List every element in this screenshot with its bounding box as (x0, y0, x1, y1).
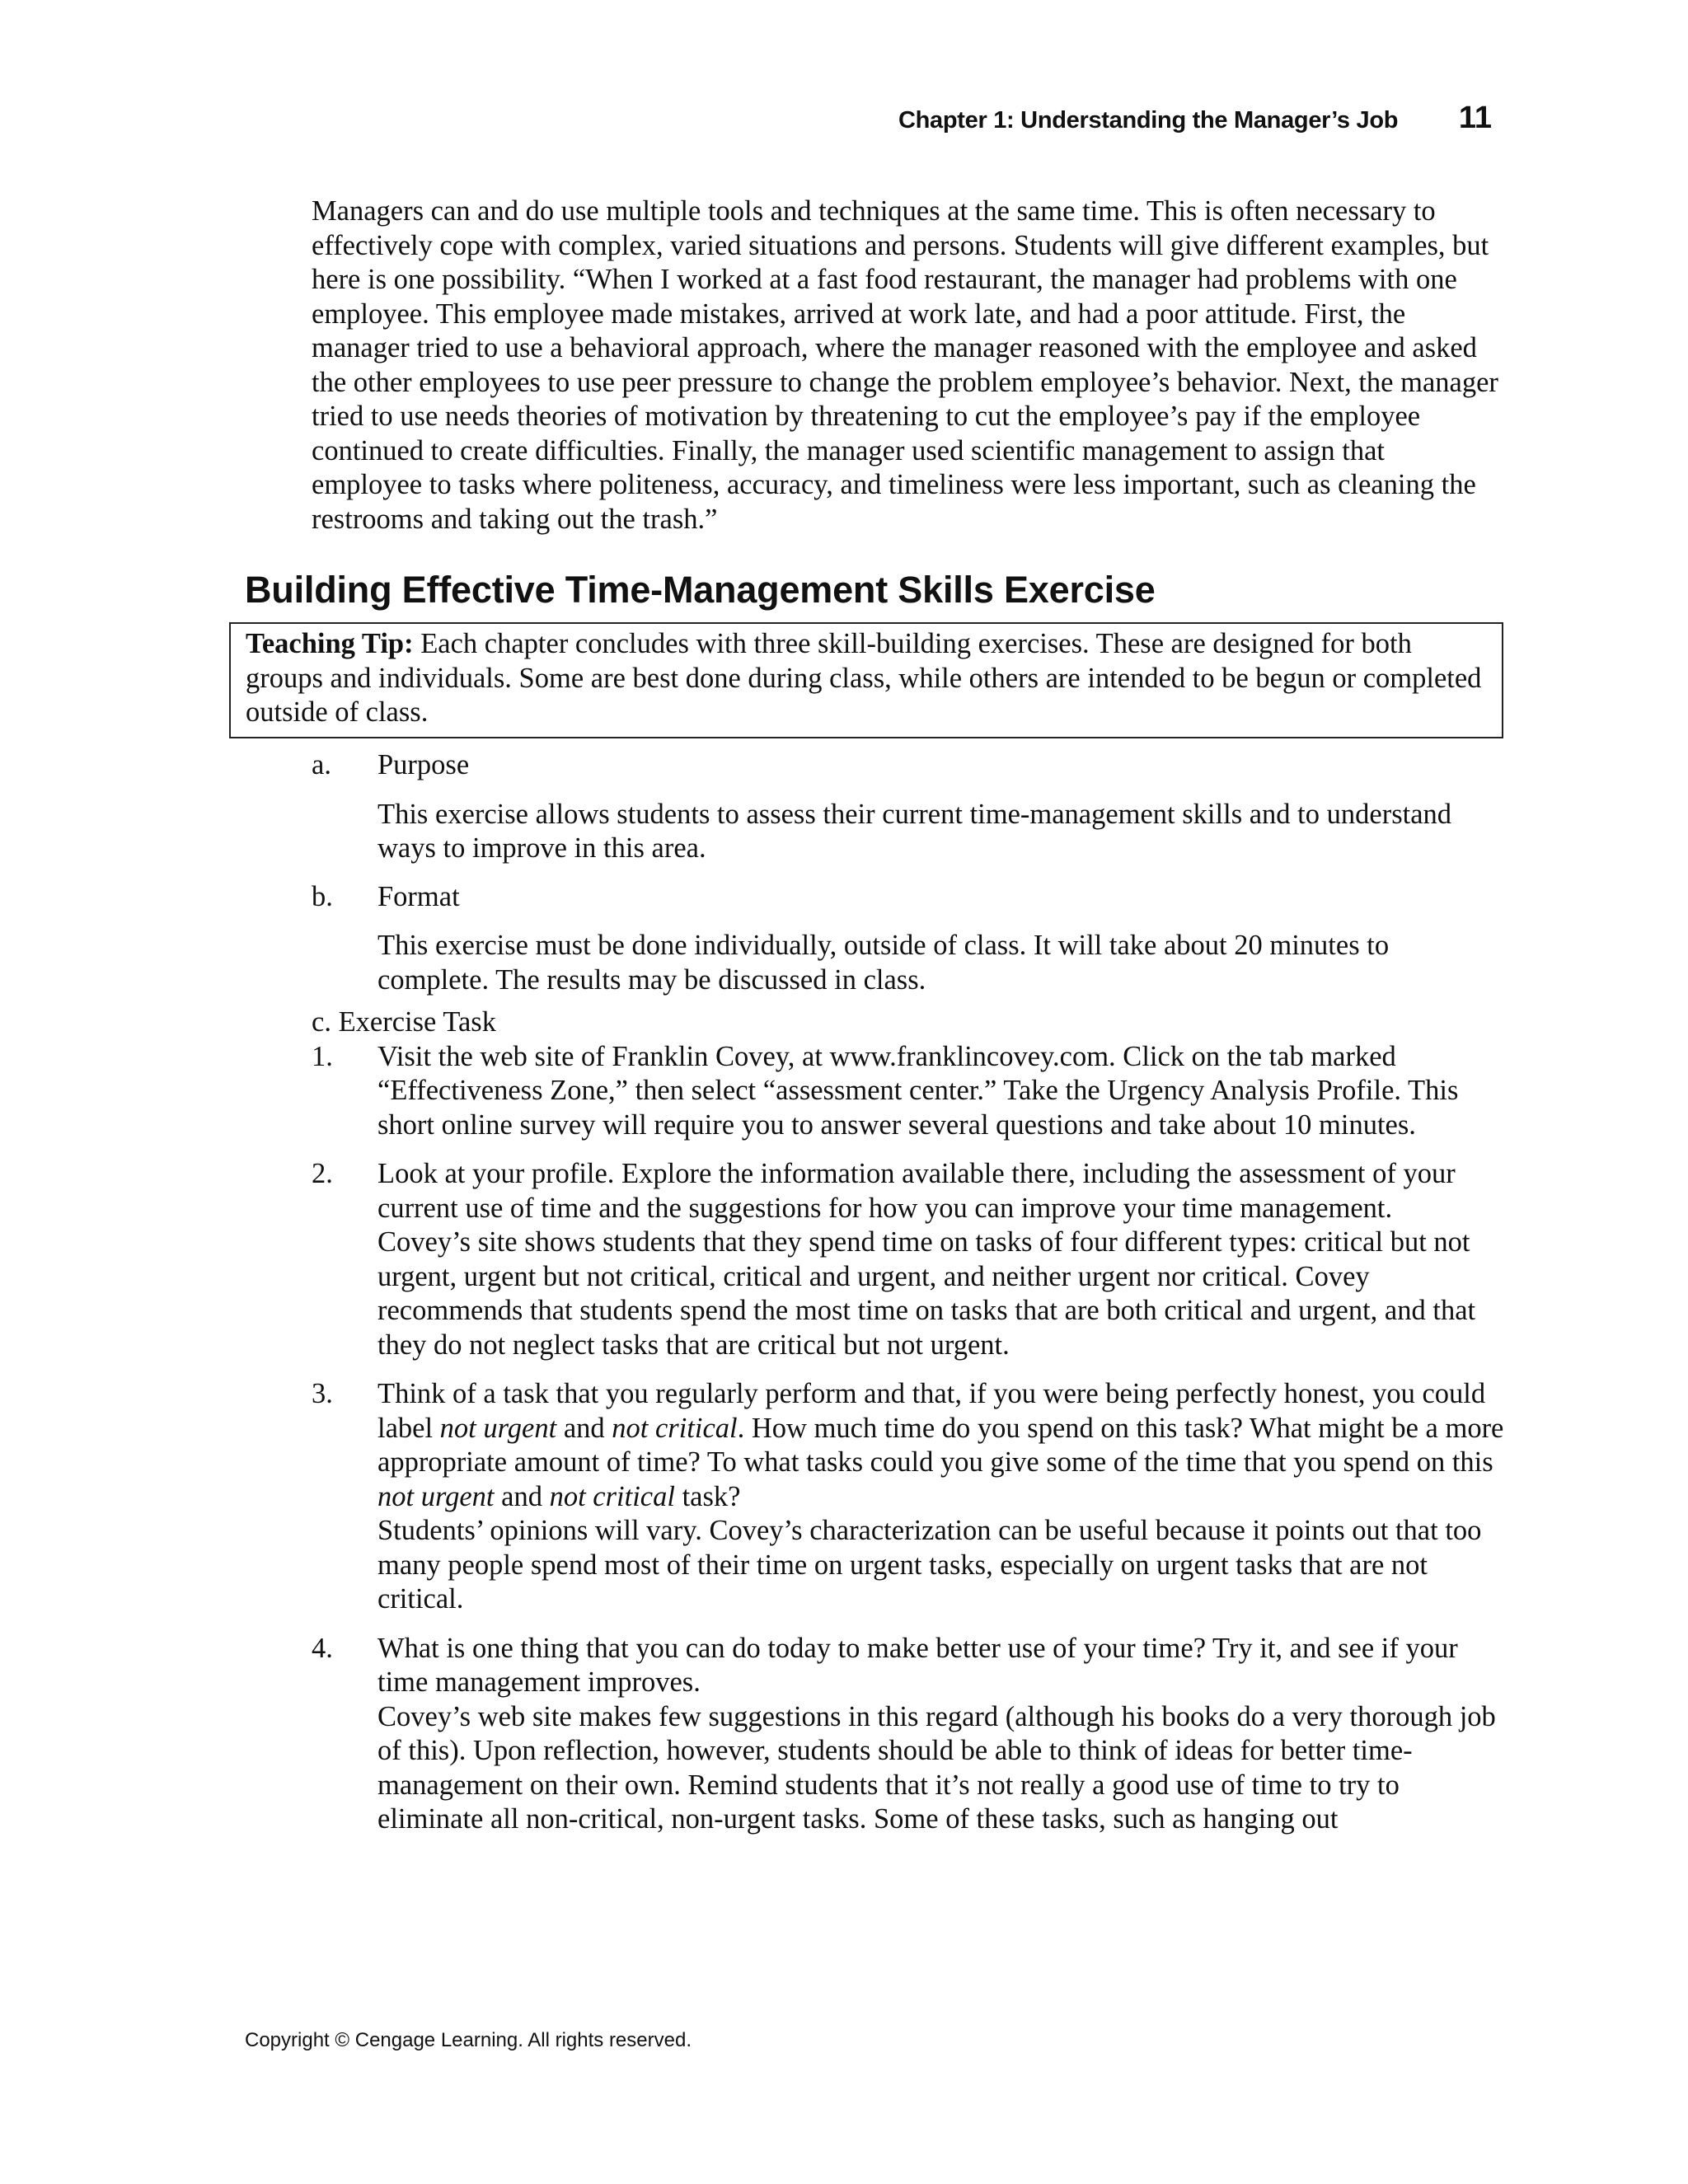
list-item-format (312, 880, 1507, 915)
task-item (312, 1157, 1507, 1362)
exercise-list (312, 748, 1507, 1837)
list-item-purpose (312, 748, 1507, 783)
teaching-tip-box (229, 622, 1503, 738)
page-number: 11 (1458, 101, 1492, 135)
task-number: 3. (312, 1378, 333, 1409)
item-title: Format (377, 880, 460, 912)
emphasis: not critical (549, 1480, 675, 1512)
task-text: Visit the web site of Franklin Covey, at www.franklincovey.com. Click on the tab marked “Effectiveness Zone,” then select “assessment center.” Take the Urgency Analysis Profile. This short online survey will require you to answer several questions and take about 10 minutes. (377, 1040, 1459, 1141)
task-number: 1. (312, 1040, 333, 1072)
chapter-title: Chapter 1: Understanding the Manager’s Job (898, 107, 1399, 134)
emphasis: not critical (612, 1412, 738, 1444)
section-heading: Building Effective Time-Management Skills Exercise (245, 569, 1156, 611)
teaching-tip-text: Each chapter concludes with three skill-building exercises. These are designed for both groups and individuals. Some are best done during class, while others are intended to be begun or completed outside of class. (246, 628, 1482, 728)
emphasis: not urgent (377, 1480, 495, 1512)
format-body: This exercise must be done individually, outside of class. It will take about 20 minutes to complete. The results may be discussed in class. (377, 930, 1390, 996)
item-label: b. (312, 880, 333, 912)
emphasis: not urgent (439, 1412, 557, 1444)
intro-section (312, 194, 1498, 537)
task-item (312, 1040, 1507, 1143)
intro-paragraph: Managers can and do use multiple tools and techniques at the same time. This is often necessary to effectively cope with complex, varied situations and persons. Students will give different examples, but here is one possibility. “When I worked at a fast food restaurant, the manager had problems with one employee. This employee made mistakes, arrived at work late, and had a poor attitude. First, the manager tried to use a behavioral approach, where the manager reasoned with the employee and asked the other employees to use peer pressure to change the problem employee’s behavior. Next, the manager tried to use needs theories of motivation by threatening to cut the employee’s pay if the employee continued to create difficulties. Finally, the manager used scientific management to assign that employee to tasks where politeness, accuracy, and timeliness were less important, such as cleaning the restrooms and taking out the trash.” (312, 195, 1498, 535)
copyright-footer: Copyright © Cengage Learning. All rights reserved. (245, 2029, 692, 2051)
teaching-tip-label: Teaching Tip: (246, 628, 414, 659)
running-header (898, 101, 1492, 136)
item-title: Purpose (377, 749, 470, 780)
task-text: Look at your profile. Explore the information available there, including the assessment of your current use of time and the suggestions for how you can improve your time management. (377, 1158, 1456, 1224)
task-number: 2. (312, 1158, 333, 1189)
exercise-task-heading: c. Exercise Task (312, 1006, 496, 1038)
task-text: Think of a task that you regularly perform and that, if you were being perfectly honest, you could label not urgent and not critical. How much time do you spend on this task? What might be a more appropriate amount of time? To what tasks could you give some of the time that you spend on this not urgent and not critical task? (377, 1378, 1504, 1512)
task-answer: Covey’s web site makes few suggestions in this regard (although his books do a very thorough job of this). Upon reflection, however, students should be able to think of ideas for better time-management on their own. Remind students that it’s not really a good use of time to try to eliminate all non-critical, non-urgent tasks. Some of these tasks, such as hanging out (377, 1700, 1496, 1835)
task-item (312, 1377, 1507, 1617)
task-item (312, 1632, 1507, 1837)
item-label: a. (312, 749, 331, 780)
task-number: 4. (312, 1632, 333, 1664)
task-answer: Covey’s site shows students that they spend time on tasks of four different types: critical but not urgent, urgent but not critical, critical and urgent, and neither urgent nor critical. Covey recommends that students spend the most time on tasks that are both critical and urgent, and that they do not neglect tasks that are critical but not urgent. (377, 1226, 1476, 1361)
purpose-body: This exercise allows students to assess their current time-management skills and to understand ways to improve in this area. (377, 798, 1452, 864)
task-answer: Students’ opinions will vary. Covey’s characterization can be useful because it points out that too many people spend most of their time on urgent tasks, especially on urgent tasks that are not critical. (377, 1515, 1482, 1615)
task-text: What is one thing that you can do today to make better use of your time? Try it, and see if your time management improves. (377, 1632, 1458, 1698)
